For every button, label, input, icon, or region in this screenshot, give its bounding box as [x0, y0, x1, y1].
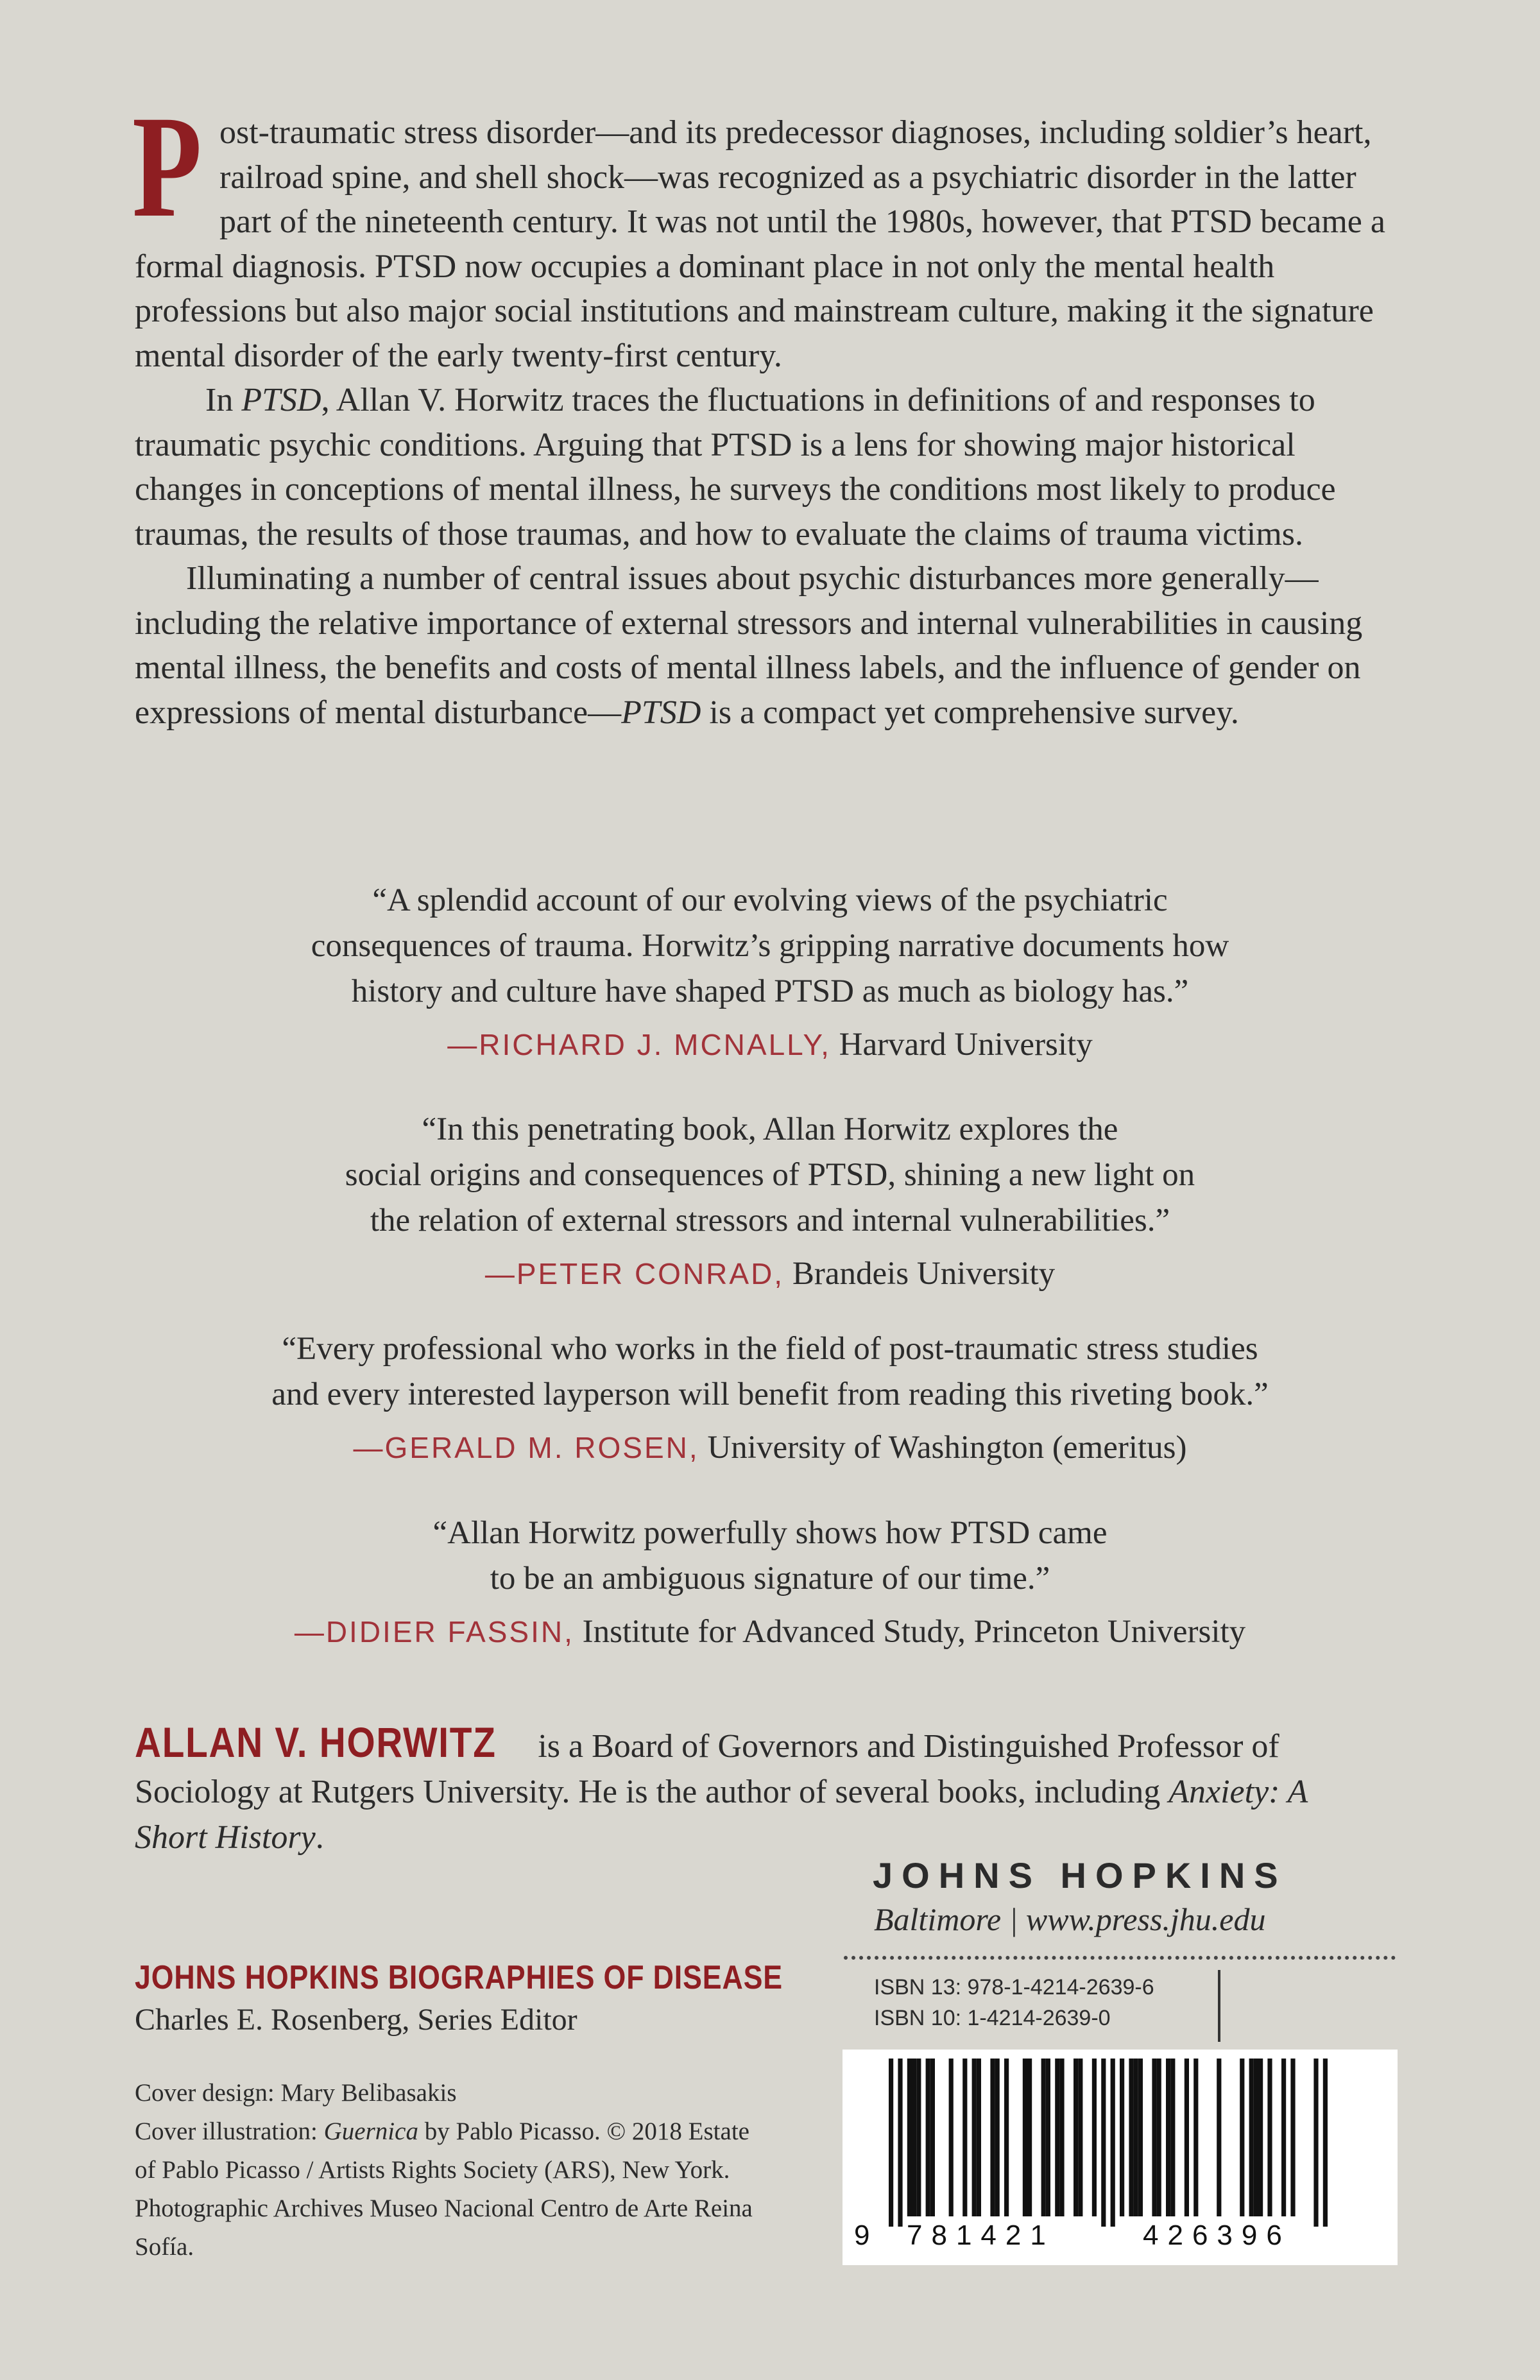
description-paragraph-1: Post-traumatic stress disorder—and its predecessor diagnoses, including soldier’s heart, railroad spine, and shell shock—was recognized as a psychiatric disorder in the latter part of the nineteenth century. It was not until the 1980s, however, that PTSD became a formal diagnosis. PTSD now occupies a dominant place in not only the mental health professions but also major social institutions and mainstream culture, making it the signature mental disorder of the early twenty-first century.	[132, 86, 1385, 374]
isbn-block	[874, 1972, 1154, 2033]
cover-illustration-credit: Cover illustration: Guernica by Pablo Picasso. © 2018 Estate of Pablo Picasso / Artists Rights Society (ARS), New York. Photographic Archives Museo Nacional Centro de Arte Reina Sofía.	[135, 2118, 753, 2261]
barcode-bar	[1027, 2059, 1032, 2216]
barcode-bar	[1078, 2059, 1082, 2216]
isbn-vertical-rule	[1218, 1970, 1220, 2042]
review-quote-3	[128, 1326, 1412, 1471]
barcode-bar	[907, 2059, 912, 2216]
author-bio: ALLAN V. HORWITZ is a Board of Governors and Distinguished Professor of Sociology at Rutgers University. He is the author of several books, including Anxiety: A Short History.	[135, 1718, 1308, 1856]
barcode	[843, 2050, 1398, 2265]
series-editor: Charles E. Rosenberg, Series Editor	[135, 2003, 578, 2037]
dotted-divider	[844, 1956, 1396, 1960]
barcode-bar	[1055, 2059, 1059, 2216]
drop-cap: P	[132, 86, 202, 248]
review-quote-4	[128, 1511, 1412, 1655]
description-paragraph-3: Illuminating a number of central issues about psychic disturbances more generally—including the relative importance of external stressors and internal vulnerabilities in causing mental illness, the benefits and costs of mental illness labels, and the influence of gender on expressions of mental disturbance—PTSD is a compact yet comprehensive survey.	[135, 560, 1363, 731]
quote-text: “Every professional who works in the field of post-traumatic stress studies and every interested layperson will benefit from reading this riveting book.”	[271, 1331, 1269, 1412]
barcode-bar	[889, 2059, 893, 2227]
book-description	[132, 86, 1392, 735]
barcode-bar	[1313, 2059, 1318, 2227]
barcode-bar	[1240, 2059, 1244, 2216]
quote-text: “A splendid account of our evolving views of the psychiatric consequences of trauma. Horwitz’s gripping narrative documents how history and culture have shaped PTSD as much as biology has.”	[311, 882, 1229, 1009]
barcode-digit-first: 9	[854, 2220, 870, 2251]
barcode-digit-group-2: 426396	[1143, 2220, 1291, 2251]
barcode-bar	[1166, 2059, 1170, 2216]
barcode-bar	[1258, 2059, 1263, 2216]
barcode-bar	[1059, 2059, 1064, 2216]
barcode-bar	[1041, 2059, 1046, 2216]
isbn-13: ISBN 13: 978-1-4214-2639-6	[874, 1975, 1154, 1999]
quote-attribution: —GERALD M. ROSEN, University of Washington (emeritus)	[353, 1430, 1187, 1466]
barcode-bar	[930, 2059, 935, 2216]
barcode-bar	[977, 2059, 981, 2216]
barcode-bar	[1152, 2059, 1156, 2216]
publisher-location-url: Baltimore | www.press.jhu.edu	[874, 1901, 1266, 1937]
barcode-bar	[949, 2059, 954, 2216]
publisher-name: JOHNS HOPKINS	[873, 1855, 1287, 1896]
quote-attribution: —DIDIER FASSIN, Institute for Advanced Study, Princeton University	[294, 1614, 1246, 1650]
barcode-bar	[1046, 2059, 1050, 2216]
barcode-bar	[1138, 2059, 1143, 2216]
barcode-bar	[1092, 2059, 1097, 2216]
barcode-bar	[995, 2059, 1000, 2216]
barcode-digit-group-1: 781421	[907, 2220, 1055, 2251]
barcode-bar	[1290, 2059, 1295, 2216]
barcode-bar	[1267, 2059, 1272, 2216]
barcode-bar	[1281, 2059, 1286, 2216]
barcode-digits	[843, 2218, 1398, 2256]
barcode-bar	[963, 2059, 967, 2216]
barcode-bar	[1254, 2059, 1258, 2216]
barcode-bar	[1323, 2059, 1328, 2227]
quote-text: “In this penetrating book, Allan Horwitz explores the social origins and consequences of PTSD, shining a new light on the relation of external stressors and internal vulnerabilities.”	[345, 1111, 1195, 1238]
author-name: ALLAN V. HORWITZ	[135, 1718, 497, 1766]
barcode-bar	[1023, 2059, 1027, 2216]
barcode-bar	[990, 2059, 995, 2216]
barcode-bar	[1157, 2059, 1161, 2216]
barcode-bar	[1134, 2059, 1138, 2216]
barcode-bar	[898, 2059, 902, 2227]
cover-credits	[135, 2074, 764, 2266]
review-quote-1	[128, 878, 1412, 1068]
isbn-10: ISBN 10: 1-4214-2639-0	[874, 2006, 1111, 2030]
series-title: JOHNS HOPKINS BIOGRAPHIES OF DISEASE	[135, 1959, 783, 1996]
barcode-bar	[1101, 2059, 1106, 2227]
barcode-bar	[1185, 2059, 1189, 2216]
barcode-bar	[1120, 2059, 1124, 2216]
quote-attribution: —PETER CONRAD, Brandeis University	[484, 1256, 1056, 1292]
barcode-bar	[926, 2059, 930, 2216]
description-paragraph-2: In PTSD, Allan V. Horwitz traces the fluctuations in definitions of and responses to traumatic psychic conditions. Arguing that PTSD is a lens for showing major historical changes in conceptions of mental illness, he surveys the conditions most likely to produce traumas, the results of those traumas, and how to evaluate the claims of trauma victims.	[135, 382, 1336, 552]
barcode-bar	[1074, 2059, 1078, 2216]
cover-design-credit: Cover design: Mary Belibasakis	[135, 2079, 457, 2107]
barcode-bar	[1004, 2059, 1009, 2216]
barcode-bar	[972, 2059, 977, 2216]
barcode-bar	[1129, 2059, 1133, 2216]
review-quote-2	[128, 1107, 1412, 1297]
barcode-bar	[1249, 2059, 1254, 2216]
quote-attribution: —RICHARD J. MCNALLY, Harvard University	[447, 1027, 1093, 1063]
barcode-bar	[912, 2059, 916, 2216]
barcode-bar	[916, 2059, 921, 2216]
barcode-bar	[1194, 2059, 1198, 2216]
barcode-bar	[1111, 2059, 1115, 2227]
quote-text: “Allan Horwitz powerfully shows how PTSD came to be an ambiguous signature of our time.”	[432, 1515, 1108, 1597]
barcode-bar	[1170, 2059, 1175, 2216]
barcode-bar	[1217, 2059, 1221, 2216]
